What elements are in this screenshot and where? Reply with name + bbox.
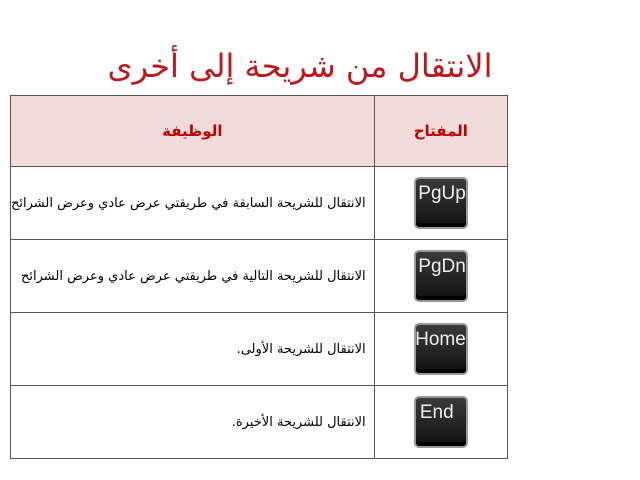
slide-title: الانتقال من شريحة إلى أخرى xyxy=(107,47,493,85)
header-function: الوظيفة xyxy=(11,96,375,167)
pgup-key-icon: PgUp xyxy=(414,177,468,229)
row-description: الانتقال للشريحة الأولى. xyxy=(11,313,375,386)
end-key-icon: End xyxy=(414,396,468,448)
table-row xyxy=(11,386,508,459)
table-header xyxy=(11,96,508,167)
row-description: الانتقال للشريحة التالية في طريقتي عرض عادي وعرض الشرائح xyxy=(11,240,375,313)
header-key: المفتاح xyxy=(374,96,507,167)
pgdn-key-icon: PgDn xyxy=(414,250,468,302)
shortcut-table xyxy=(10,95,508,459)
row-description: الانتقال للشريحة السابقة في طريقتي عرض عادي وعرض الشرائح xyxy=(11,167,375,240)
table-row xyxy=(11,167,508,240)
table-row xyxy=(11,313,508,386)
home-key-icon: Home xyxy=(414,323,468,375)
row-description: الانتقال للشريحة الأخيرة. xyxy=(11,386,375,459)
table-row xyxy=(11,240,508,313)
